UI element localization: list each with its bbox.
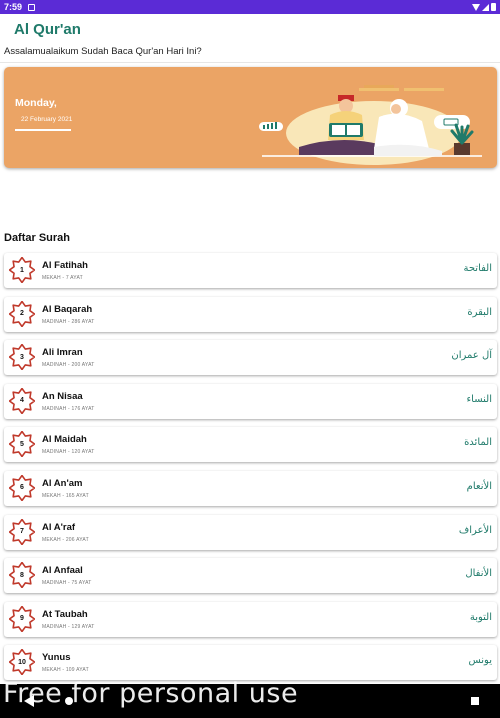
notification-icon bbox=[28, 4, 35, 11]
navigation-bar bbox=[0, 684, 500, 718]
reading-quran-illustration bbox=[244, 85, 494, 165]
surah-meta: MEKAH - 165 AYAT bbox=[42, 492, 89, 499]
surah-name: Yunus bbox=[42, 652, 71, 664]
date-banner bbox=[4, 67, 497, 168]
surah-name: Al Baqarah bbox=[42, 303, 93, 315]
back-icon[interactable] bbox=[24, 695, 34, 707]
surah-number: 3 bbox=[20, 353, 24, 361]
star-badge-icon bbox=[9, 475, 35, 501]
surah-arabic-name: البقرة bbox=[467, 306, 492, 318]
section-title: Daftar Surah bbox=[4, 232, 71, 244]
surah-name: At Taubah bbox=[42, 608, 88, 620]
surah-item[interactable] bbox=[4, 297, 497, 332]
app-bar bbox=[0, 14, 500, 44]
star-badge-icon bbox=[9, 344, 35, 370]
surah-arabic-name: يونس bbox=[468, 655, 492, 667]
greeting-text: Assalamualaikum Sudah Baca Qur'an Hari Ini? bbox=[4, 46, 202, 57]
surah-name: Al Fatihah bbox=[42, 260, 88, 271]
surah-number: 1 bbox=[20, 266, 24, 274]
battery-icon bbox=[491, 3, 496, 11]
surah-number: 2 bbox=[20, 310, 24, 318]
surah-arabic-name: الأنفال bbox=[465, 568, 492, 580]
surah-name: Al Anfaal bbox=[42, 565, 83, 577]
star-badge-icon bbox=[9, 257, 35, 283]
header-divider bbox=[0, 62, 500, 63]
star-badge-icon bbox=[9, 301, 35, 327]
surah-arabic-name: الأعراف bbox=[458, 524, 492, 536]
surah-list bbox=[4, 253, 497, 689]
status-indicators bbox=[472, 3, 496, 11]
surah-item[interactable] bbox=[4, 427, 497, 462]
status-time: 7:59 bbox=[4, 2, 23, 12]
surah-arabic-name: التوبة bbox=[469, 611, 492, 623]
surah-number: 10 bbox=[18, 658, 26, 666]
surah-meta: MADINAH - 75 AYAT bbox=[42, 580, 92, 587]
banner-day: Monday, bbox=[15, 97, 57, 109]
surah-meta: MADINAH - 176 AYAT bbox=[42, 405, 95, 412]
surah-item[interactable] bbox=[4, 471, 497, 506]
surah-meta: MEKAH - 7 AYAT bbox=[42, 275, 83, 281]
surah-number: 5 bbox=[20, 440, 24, 448]
star-badge-icon bbox=[9, 562, 35, 588]
recent-apps-icon[interactable] bbox=[471, 697, 479, 705]
app-title: Al Qur'an bbox=[14, 20, 81, 38]
surah-name: An Nisaa bbox=[42, 390, 83, 402]
surah-item[interactable] bbox=[4, 253, 497, 288]
home-icon[interactable] bbox=[65, 697, 73, 705]
banner-underline bbox=[15, 129, 71, 131]
signal-icon bbox=[482, 4, 489, 11]
surah-item[interactable] bbox=[4, 515, 497, 550]
surah-name: Al An'am bbox=[42, 477, 83, 489]
surah-meta: MADINAH - 286 AYAT bbox=[42, 318, 95, 325]
star-badge-icon bbox=[9, 519, 35, 545]
surah-meta: MEKAH - 109 AYAT bbox=[42, 667, 89, 674]
surah-number: 9 bbox=[20, 615, 24, 623]
star-badge-icon bbox=[9, 606, 35, 632]
surah-item[interactable] bbox=[4, 340, 497, 375]
surah-item[interactable] bbox=[4, 645, 497, 680]
surah-arabic-name: النساء bbox=[466, 393, 492, 405]
surah-item[interactable] bbox=[4, 602, 497, 637]
surah-name: Ali Imran bbox=[42, 347, 83, 359]
surah-item[interactable] bbox=[4, 384, 497, 419]
surah-name: Al A'raf bbox=[42, 521, 76, 533]
wifi-icon bbox=[472, 4, 480, 11]
star-badge-icon bbox=[9, 388, 35, 414]
surah-meta: MEKAH - 206 AYAT bbox=[42, 536, 89, 543]
surah-name: Al Maidah bbox=[42, 434, 87, 446]
surah-meta: MADINAH - 200 AYAT bbox=[42, 362, 95, 369]
surah-number: 4 bbox=[20, 397, 24, 405]
surah-arabic-name: الفاتحة bbox=[463, 263, 492, 274]
surah-number: 6 bbox=[20, 484, 24, 492]
surah-number: 8 bbox=[20, 571, 24, 579]
surah-number: 7 bbox=[20, 528, 24, 536]
surah-arabic-name: آل عمران bbox=[451, 350, 492, 362]
surah-item[interactable] bbox=[4, 558, 497, 593]
surah-meta: MADINAH - 120 AYAT bbox=[42, 449, 95, 456]
surah-arabic-name: الأنعام bbox=[466, 480, 492, 492]
banner-date: 22 February 2021 bbox=[21, 116, 73, 123]
status-bar bbox=[0, 0, 500, 14]
star-badge-icon bbox=[9, 431, 35, 457]
surah-arabic-name: المائدة bbox=[464, 437, 492, 449]
watermark-text: Free for personal use bbox=[3, 678, 299, 709]
star-badge-icon bbox=[9, 649, 35, 675]
surah-meta: MADINAH - 129 AYAT bbox=[42, 623, 95, 630]
